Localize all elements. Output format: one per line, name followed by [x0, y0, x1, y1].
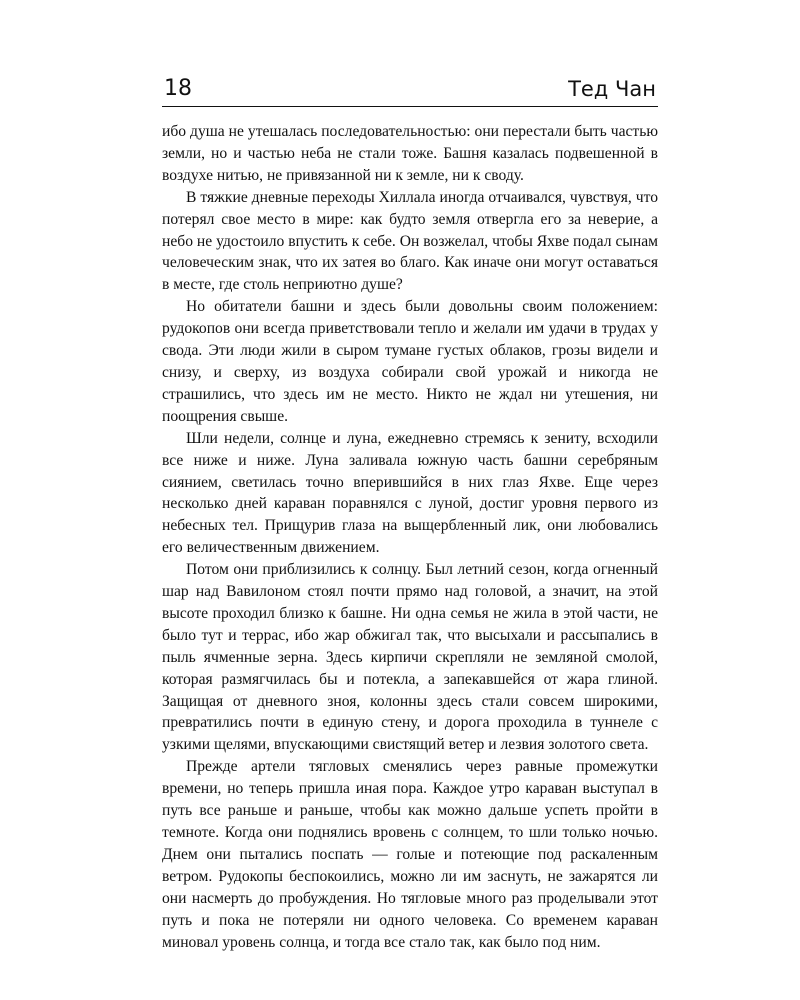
- paragraph: Прежде артели тягловых сменялись через равные промежутки времени, но теперь пришла иная пора. Каждое утро караван выступал в путь все раньше и раньше, чтобы как можно дальше успеть пройти в темноте. Когда они поднялись вровень с солнцем, то шли только ночью. Днем они пытались поспать — голые и потеющие под раскаленным ветром. Рудокопы беспокоились, можно ли им заснуть, не зажарятся ли они насмерть до пробуждения. Но тягловые много раз проделывали этот путь и пока не потеряли ни одного человека. Со временем караван миновал уровень солнца, и тогда все стало так, как было под ним.: [162, 758, 658, 951]
- page-number: 18: [164, 76, 192, 101]
- page-header: [162, 76, 658, 107]
- paragraph: ибо душа не утешалась последовательностью: они перестали быть частью земли, но и частью неба не стали тоже. Башня казалась подвешенной в воздухе нитью, не привязанной ни к земле, ни к своду.: [162, 123, 658, 184]
- paragraph: Но обитатели башни и здесь были довольны своим положением: рудокопов они всегда приветствовали тепло и желали им удачи в трудах у свода. Эти люди жили в сыром тумане густых облаков, грозы видели и снизу, и сверху, из воздуха собирали свой урожай и никогда не страшились, что здесь им не место. Никто не ждал ни утешения, ни поощрения свыше.: [162, 298, 658, 425]
- paragraph: В тяжкие дневные переходы Хиллала иногда отчаивался, чувствуя, что потерял свое место в мире: как будто земля отвергла его за неверие, а небо не удостоило впустить к себе. Он возжелал, чтобы Яхве подал сынам человеческим знак, что их затея во благо. Как иначе они могут оставаться в месте, где столь неприютно душе?: [162, 188, 658, 294]
- running-title: Тед Чан: [568, 77, 656, 101]
- paragraph: Шли недели, солнце и луна, ежедневно стремясь к зениту, всходили все ниже и ниже. Луна заливала южную часть башни серебряным сиянием, светилась точно вперившийся в них глаз Яхве. Еще через несколько дней караван поравнялся с луной, достиг уровня первого из небесных тел. Прищурив глаза на выщербленный лик, они любовались его величественным движением.: [162, 429, 658, 557]
- paragraph: Потом они приблизились к солнцу. Был летний сезон, когда огненный шар над Вавилоном стоял почти прямо над головой, а значит, на этой высоте проходил близко к башне. Ни одна семья не жила в этой части, не было тут и террас, ибо жар обжигал так, что высыхали и рассыпались в пыль ячменные зерна. Здесь кирпичи скрепляли не земляной смолой, которая размягчилась бы и потекла, а запекавшейся от жара глиной. Защищая от дневного зноя, колонны здесь стали совсем широкими, превратились почти в единую стену, и дорога проходила в туннеле с узкими щелями, впускающими свистящий ветер и лезвия золотого света.: [162, 561, 658, 754]
- body-text: [162, 121, 658, 953]
